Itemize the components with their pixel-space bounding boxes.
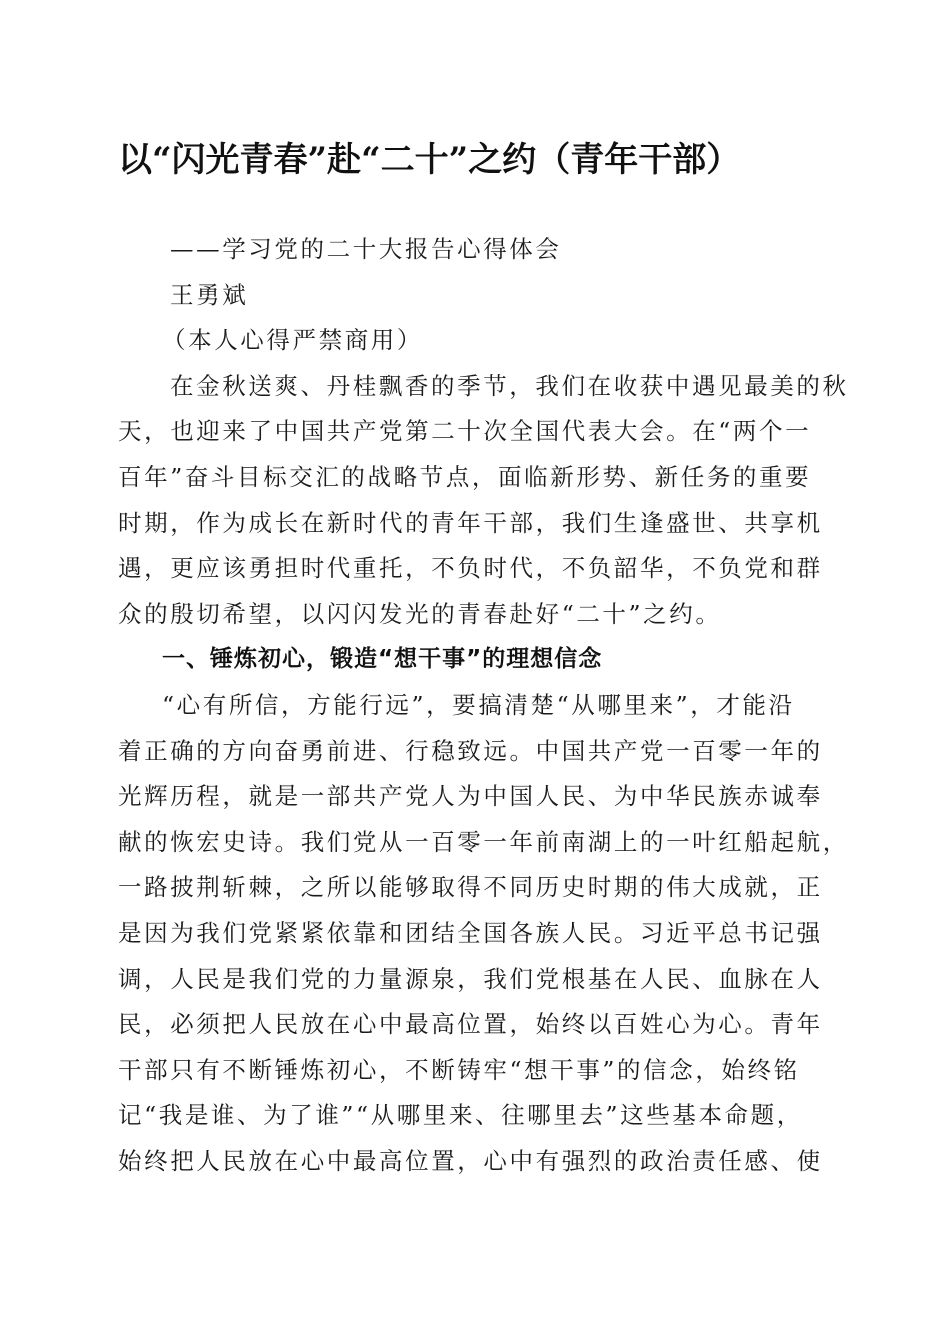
paragraph-2-line: 民，必须把人民放在心中最高位置，始终以百姓心为心。青年 xyxy=(118,1010,823,1039)
paragraph-1-line: 在金秋送爽、丹桂飘香的季节，我们在收获中遇见最美的秋 xyxy=(170,371,849,400)
paragraph-2-line: 始终把人民放在心中最高位置，心中有强烈的政治责任感、使 xyxy=(118,1146,823,1175)
document-title: 以“闪光青春”赴“二十”之约（青年干部） xyxy=(118,140,741,180)
paragraph-2-line: 调，人民是我们党的力量源泉，我们党根基在人民、血脉在人 xyxy=(118,964,823,993)
document-body xyxy=(118,227,849,1184)
document-notice: （本人心得严禁商用） xyxy=(162,326,423,355)
paragraph-1-line: 百年”奋斗目标交汇的战略节点，面临新形势、新任务的重要 xyxy=(118,462,812,491)
section-1-heading: 一、锤炼初心，锻造“想干事”的理想信念 xyxy=(162,646,603,673)
paragraph-1-line: 众的殷切希望，以闪闪发光的青春赴好“二十”之约。 xyxy=(118,599,722,628)
paragraph-2-line: 干部只有不断锤炼初心，不断铸牢“想干事”的信念，始终铭 xyxy=(118,1055,800,1084)
paragraph-2-line: 着正确的方向奋勇前进、行稳致远。中国共产党一百零一年的 xyxy=(118,736,823,765)
paragraph-2-line: 一路披荆斩棘，之所以能够取得不同历史时期的伟大成就，正 xyxy=(118,873,823,902)
paragraph-2-line: “心有所信，方能行远”，要搞清楚“从哪里来”，才能沿 xyxy=(162,690,795,719)
document-author: 王勇斌 xyxy=(170,280,249,309)
document-subtitle: ——学习党的二十大报告心得体会 xyxy=(170,235,562,263)
paragraph-1-line: 天，也迎来了中国共产党第二十次全国代表大会。在“两个一 xyxy=(118,417,812,446)
paragraph-2-line: 是因为我们党紧紧依靠和团结全国各族人民。习近平总书记强 xyxy=(118,918,823,947)
paragraph-2-line: 献的恢宏史诗。我们党从一百零一年前南湖上的一叶红船起航， xyxy=(118,827,849,856)
paragraph-1-line: 遇，更应该勇担时代重托，不负时代，不负韶华，不负党和群 xyxy=(118,554,823,583)
paragraph-2-line: 记“我是谁、为了谁”“从哪里来、往哪里去”这些基本命题， xyxy=(118,1101,803,1130)
paragraph-1-line: 时期，作为成长在新时代的青年干部，我们生逢盛世、共享机 xyxy=(118,508,823,537)
paragraph-2-line: 光辉历程，就是一部共产党人为中国人民、为中华民族赤诚奉 xyxy=(118,782,823,811)
